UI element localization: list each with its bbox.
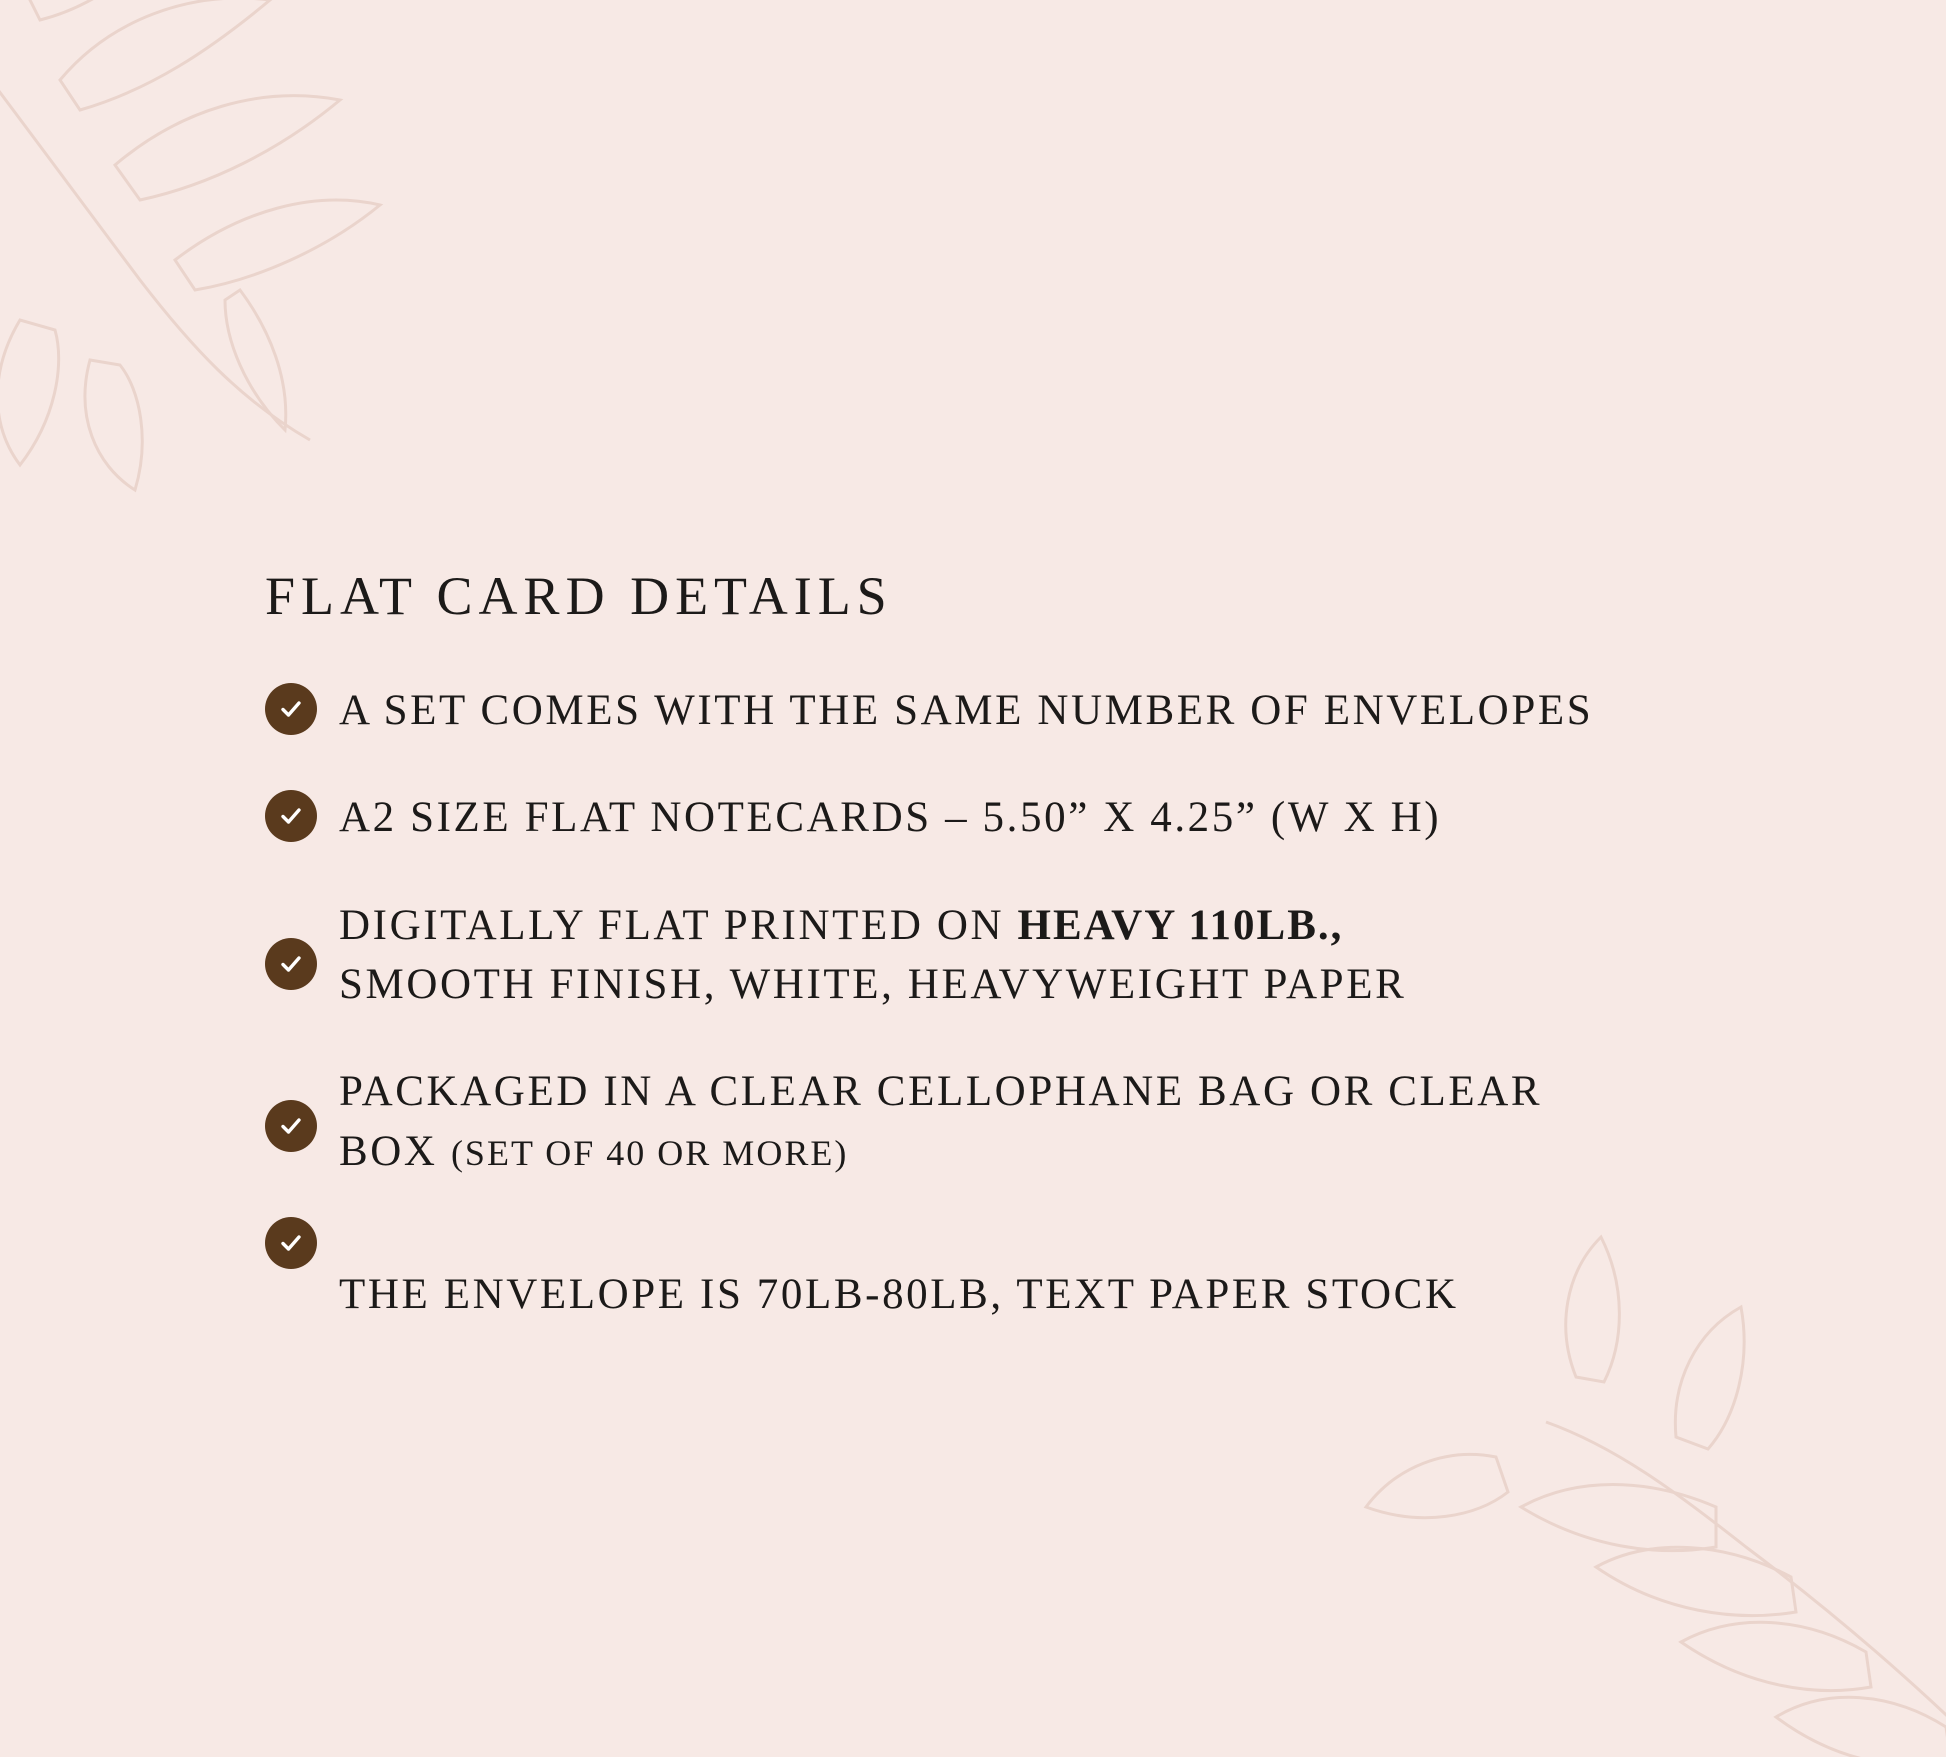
list-item-text: THE ENVELOPE IS 70LB-80LB, TEXT PAPER STOCK [339,1270,1459,1318]
list-item-text [339,894,1406,1015]
list-item-card-size [265,786,1825,847]
list-item-text: A2 SIZE FLAT NOTECARDS – 5.50” X 4.25” (W X H) [339,794,1442,842]
packaging-lead: PACKAGED IN A CLEAR CELLOPHANE BAG OR CLEAR [339,1068,1543,1116]
list-item-packaging [265,1060,1825,1181]
botanical-decoration-top-left [0,0,610,600]
details-panel [265,565,1825,1370]
list-item-envelopes-included [265,679,1825,740]
list-item-printing-paper [265,894,1825,1015]
check-circle-icon [265,790,317,842]
check-circle-icon [265,683,317,735]
page-title: FLAT CARD DETAILS [265,566,893,626]
check-circle-icon [265,938,317,990]
list-item-envelope-stock [265,1221,1825,1324]
packaging-line2: BOX [339,1127,451,1175]
list-item-text: A SET COMES WITH THE SAME NUMBER OF ENVELOPES [339,687,1594,734]
packaging-note: (SET OF 40 OR MORE) [450,1132,849,1173]
details-list [265,679,1825,1324]
check-circle-icon [265,1217,317,1269]
printing-lead: DIGITALLY FLAT PRINTED ON [339,901,1018,949]
printing-line2: SMOOTH FINISH, WHITE, HEAVYWEIGHT PAPER [339,960,1407,1008]
printing-weight: HEAVY 110LB., [1017,901,1344,949]
list-item-text [339,1060,1542,1181]
check-circle-icon [265,1100,317,1152]
